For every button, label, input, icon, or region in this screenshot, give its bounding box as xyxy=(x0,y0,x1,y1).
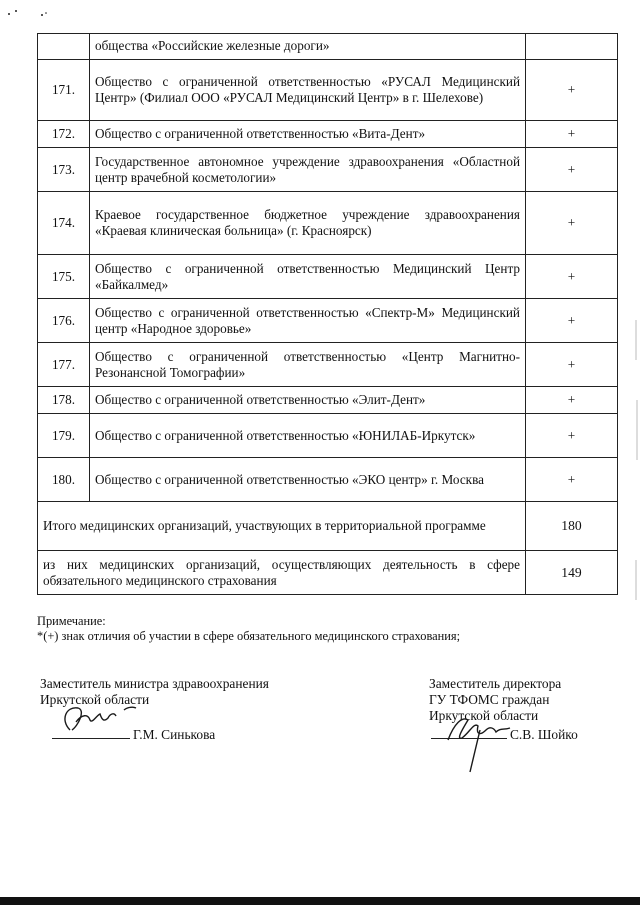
total-row xyxy=(38,502,618,551)
organization-name: Общество с ограниченной ответственностью «Спектр-М» Медицинский центр «Народное здоровье» xyxy=(90,299,526,343)
row-number: 173. xyxy=(38,148,90,192)
organization-name: Общество с ограниченной ответственностью «Вита-Дент» xyxy=(90,121,526,148)
signer-organization: ГУ ТФОМС граждан xyxy=(429,692,550,707)
oms-mark: + xyxy=(526,458,618,502)
footnote-title: Примечание: xyxy=(37,614,106,628)
table-row xyxy=(38,299,618,343)
table-row xyxy=(38,387,618,414)
row-number: 178. xyxy=(38,387,90,414)
row-number: 176. xyxy=(38,299,90,343)
table-row xyxy=(38,34,618,60)
table-row xyxy=(38,192,618,255)
table-row xyxy=(38,255,618,299)
organization-name: Общество с ограниченной ответственностью «ЭКО центр» г. Москва xyxy=(90,458,526,502)
row-number: 172. xyxy=(38,121,90,148)
signer-name: Г.М. Синькова xyxy=(133,727,216,742)
organization-name: Общество с ограниченной ответственностью «Центр Магнитно-Резонансной Томографии» xyxy=(90,343,526,387)
oms-mark xyxy=(526,34,618,60)
row-number xyxy=(38,34,90,60)
organization-name: Краевое государственное бюджетное учреждение здравоохранения «Краевая клиническая больница» (г. Красноярск) xyxy=(90,192,526,255)
row-number: 171. xyxy=(38,60,90,121)
oms-mark: + xyxy=(526,255,618,299)
organization-name: Общество с ограниченной ответственностью Медицинский Центр «Байкалмед» xyxy=(90,255,526,299)
oms-mark: + xyxy=(526,60,618,121)
handwritten-signature-right xyxy=(440,710,520,775)
scan-edge-marks xyxy=(628,0,640,700)
handwritten-signature-left xyxy=(58,700,148,740)
row-number: 177. xyxy=(38,343,90,387)
oms-mark: + xyxy=(526,387,618,414)
total-label: из них медицинских организаций, осуществляющих деятельность в сфере обязательного медицинского страхования xyxy=(38,551,526,595)
oms-mark: + xyxy=(526,148,618,192)
row-number: 179. xyxy=(38,414,90,458)
organizations-table xyxy=(37,33,618,595)
organization-name: общества «Российские железные дороги» xyxy=(90,34,526,60)
table-row xyxy=(38,343,618,387)
organization-name: Общество с ограниченной ответственностью «РУСАЛ Медицинский Центр» (Филиал ООО «РУСАЛ Медицинский Центр» в г. Шелехове) xyxy=(90,60,526,121)
oms-mark: + xyxy=(526,192,618,255)
total-row xyxy=(38,551,618,595)
organization-name: Общество с ограниченной ответственностью «ЮНИЛАБ-Иркутск» xyxy=(90,414,526,458)
table-row xyxy=(38,414,618,458)
row-number: 175. xyxy=(38,255,90,299)
signer-region: Иркутской области xyxy=(429,708,539,723)
footnote xyxy=(37,614,460,644)
row-number: 180. xyxy=(38,458,90,502)
scan-bottom-edge xyxy=(0,897,640,905)
table-row xyxy=(38,458,618,502)
signer-name: С.В. Шойко xyxy=(510,727,578,742)
table-row xyxy=(38,148,618,192)
total-value: 180 xyxy=(526,502,618,551)
table-row xyxy=(38,60,618,121)
total-value: 149 xyxy=(526,551,618,595)
organization-name: Государственное автономное учреждение здравоохранения «Областной центр врачебной косметологии» xyxy=(90,148,526,192)
signer-position: Заместитель директора xyxy=(429,676,562,691)
organization-name: Общество с ограниченной ответственностью «Элит-Дент» xyxy=(90,387,526,414)
signer-position: Заместитель министра здравоохранения xyxy=(40,676,269,691)
oms-mark: + xyxy=(526,414,618,458)
signer-organization: Иркутской области xyxy=(40,692,150,707)
footnote-text: *(+) знак отличия об участии в сфере обязательного медицинского страхования; xyxy=(37,629,461,643)
scan-specks xyxy=(0,0,60,30)
oms-mark: + xyxy=(526,299,618,343)
oms-mark: + xyxy=(526,121,618,148)
total-label: Итого медицинских организаций, участвующих в территориальной программе xyxy=(38,502,526,551)
table-row xyxy=(38,121,618,148)
oms-mark: + xyxy=(526,343,618,387)
row-number: 174. xyxy=(38,192,90,255)
